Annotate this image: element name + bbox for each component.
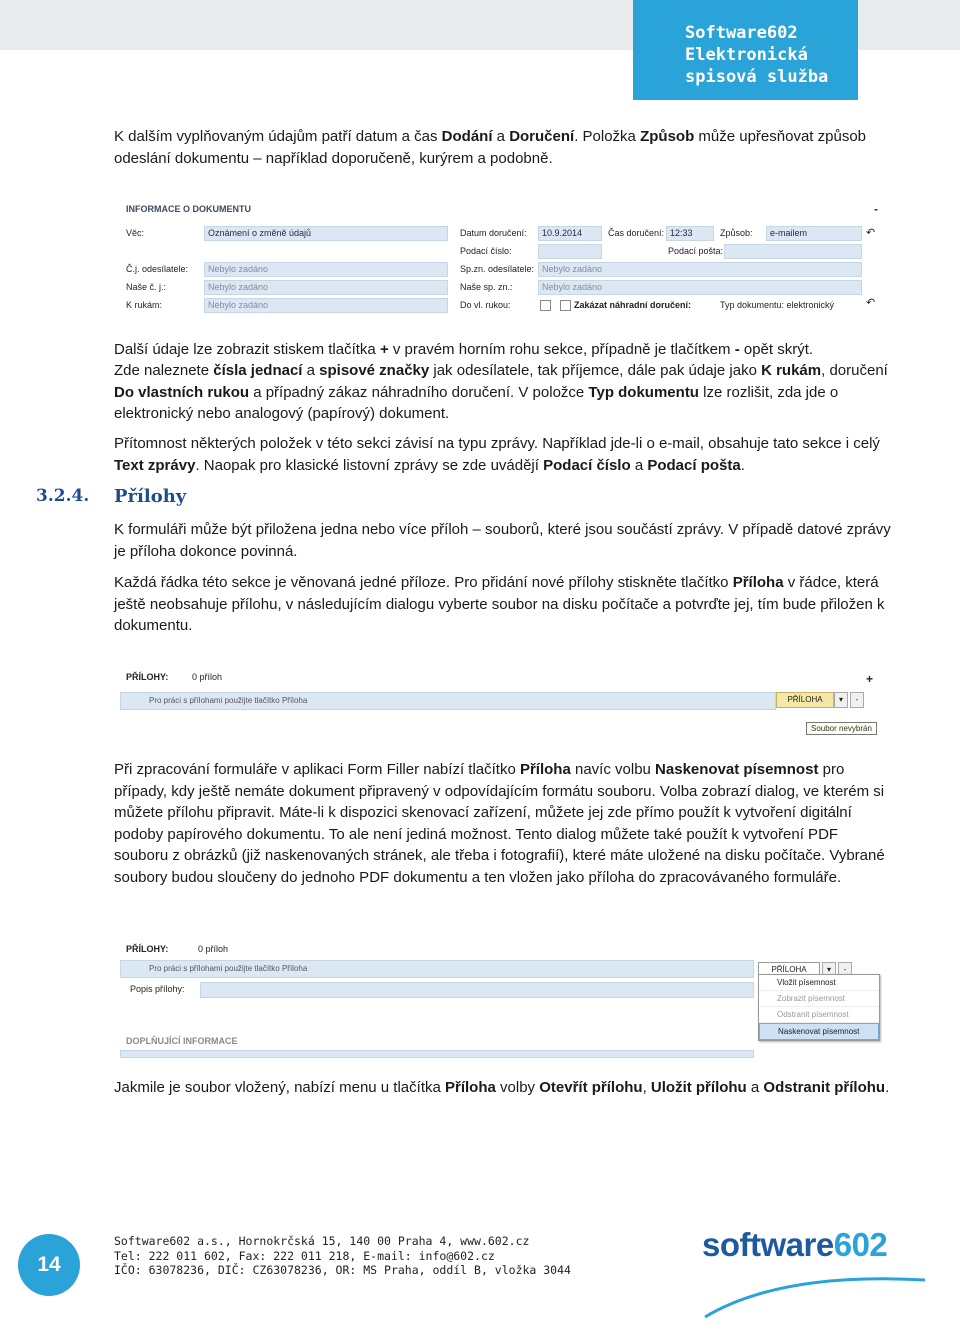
menu-item-scan[interactable]: Naskenovat písemnost xyxy=(759,1023,879,1040)
nase-spzn-field[interactable]: Nebylo zadáno xyxy=(538,280,862,295)
remove-row-button-2[interactable]: - xyxy=(838,962,852,978)
extra-info-row xyxy=(120,1050,754,1058)
vec-field[interactable]: Oznámení o změně údajů xyxy=(204,226,448,241)
attachments-label-2: PŘÍLOHY: xyxy=(126,944,169,954)
spzn-field[interactable]: Nebylo zadáno xyxy=(538,262,862,277)
logo-word: software xyxy=(702,1226,834,1263)
section-heading: INFORMACE O DOKUMENTU xyxy=(126,204,251,214)
menu-item-insert[interactable]: Vložit písemnost xyxy=(759,975,879,991)
menu-item-remove[interactable]: Odstranit písemnost xyxy=(759,1007,879,1023)
paragraph-3: Zde naleznete čísla jednací a spisové značky jak odesílatele, tak příjemce, dále pak údaje jako K rukám, doručení Do vlastních rukou a případný zákaz náhradního doručení. V položce Typ dokumentu lze rozlišit, zda jde o elektronický nebo analogový (papírový) dokument. xyxy=(114,362,888,422)
attachments-count-2: 0 příloh xyxy=(198,944,229,954)
paragraph-8: Jakmile je soubor vložený, nabízí menu u tlačítka Příloha volby Otevřít přílohu, Uložit přílohu a Odstranit přílohu. xyxy=(114,1079,890,1096)
footer-line-1: Software602 a.s., Hornokrčská 15, 140 00 Praha 4, www.602.cz xyxy=(114,1234,530,1248)
zakazat-label: Zakázat náhradní doručení: xyxy=(574,300,692,310)
undo-arrow-icon[interactable]: ↶ xyxy=(866,227,876,239)
minus-icon: - xyxy=(734,341,740,358)
attachment-menu xyxy=(758,974,880,1041)
zakazat-checkbox[interactable] xyxy=(560,300,571,311)
attachment-button-2[interactable]: PŘÍLOHA xyxy=(758,962,820,978)
add-attachment-button[interactable]: + xyxy=(866,672,874,686)
do-vl-label: Do vl. rukou: xyxy=(460,300,511,310)
do-vl-checkbox[interactable] xyxy=(540,300,551,311)
paragraph-2: Další údaje lze zobrazit stiskem tlačítka + v pravém horním rohu sekce, případně je tlačítkem - opět skrýt. xyxy=(114,341,814,358)
cas-label: Čas doručení: xyxy=(608,228,665,238)
podaci-posta-label: Podací pošta: xyxy=(668,246,724,256)
section-title: Přílohy xyxy=(114,486,187,507)
typ-label: Typ dokumentu: elektronický xyxy=(720,300,835,310)
vec-label: Věc: xyxy=(126,228,145,238)
logo-swoosh-icon xyxy=(700,1272,930,1322)
paragraph-5: K formuláři může být přiložena jedna nebo více příloh – souborů, které jsou součástí zprávy. V případě datové zprávy je příloha dokonce povinná. xyxy=(114,521,891,560)
datum-field[interactable]: 10.9.2014 xyxy=(538,226,602,241)
footer-line-2: Tel: 222 011 602, Fax: 222 011 218, E-mail: info@602.cz xyxy=(114,1248,495,1263)
k-rukam-label: K rukám: xyxy=(126,300,163,310)
podaci-cislo-field[interactable] xyxy=(538,244,602,259)
nase-cj-field[interactable]: Nebylo zadáno xyxy=(204,280,448,295)
logo-number: 602 xyxy=(833,1226,888,1263)
company-logo xyxy=(702,1226,887,1264)
attachment-button[interactable]: PŘÍLOHA xyxy=(776,692,834,708)
cas-field[interactable]: 12:33 xyxy=(666,226,714,241)
section-number: 3.2.4. xyxy=(36,486,90,506)
zpusob-field[interactable]: e-mailem xyxy=(766,226,862,241)
scan-menu-screenshot xyxy=(120,938,882,1058)
popis-label: Popis přílohy: xyxy=(130,984,185,994)
spzn-label: Sp.zn. odesílatele: xyxy=(460,264,535,274)
plus-icon: + xyxy=(379,341,389,358)
brand-line-2: Elektronická xyxy=(685,45,808,65)
menu-item-show[interactable]: Zobrazit písemnost xyxy=(759,991,879,1007)
attachment-row: Pro práci s přílohami použijte tlačítko Příloha xyxy=(120,692,776,710)
attachments-screenshot xyxy=(120,664,884,742)
extra-info-heading: DOPLŇUJÍCÍ INFORMACE xyxy=(126,1036,238,1046)
attachment-row-2: Pro práci s přílohami použijte tlačítko Příloha xyxy=(120,960,754,978)
collapse-button[interactable]: - xyxy=(874,202,878,216)
datum-label: Datum doručení: xyxy=(460,228,527,238)
attachments-label: PŘÍLOHY: xyxy=(126,672,169,682)
brand-line-1: Software602 xyxy=(685,23,798,43)
dropdown-arrow-icon-2[interactable]: ▾ xyxy=(822,962,836,978)
remove-row-button[interactable]: - xyxy=(850,692,864,708)
podaci-cislo-label: Podací číslo: xyxy=(460,246,512,256)
k-rukam-field[interactable]: Nebylo zadáno xyxy=(204,298,448,313)
tooltip: Soubor nevybrán xyxy=(806,722,877,735)
undo-arrow-icon-2[interactable]: ↶ xyxy=(866,297,876,309)
paragraph-1: K dalším vyplňovaným údajům patří datum a čas Dodání a Doručení. Položka Způsob může upřesňovat způsob odeslání dokumentu – například doporučeně, kurýrem a podobně. xyxy=(114,128,867,167)
brand-box xyxy=(633,0,858,100)
popis-field[interactable] xyxy=(200,982,754,998)
nase-spzn-label: Naše sp. zn.: xyxy=(460,282,513,292)
paragraph-6: Každá řádka této sekce je věnovaná jedné příloze. Pro přidání nové přílohy stiskněte tlačítko Příloha v řádce, která ještě neobsahuje přílohu, v následujícím dialogu vyberte soubor na disku počítače a potvrďte jej, tím bude přiložen k dokumentu. xyxy=(114,574,885,634)
cj-field[interactable]: Nebylo zadáno xyxy=(204,262,448,277)
footer-contact xyxy=(114,1234,571,1278)
footer-line-3: IČO: 63078236, DIČ: CZ63078236, OR: MS Praha, oddíl B, vložka 3044 xyxy=(114,1263,571,1277)
cj-label: Č.j. odesílatele: xyxy=(126,264,189,274)
brand-line-3: spisová služba xyxy=(685,67,829,87)
zpusob-label: Způsob: xyxy=(720,228,753,238)
dropdown-arrow-icon[interactable]: ▾ xyxy=(834,692,848,708)
document-info-screenshot xyxy=(120,196,884,318)
paragraph-7: Při zpracování formuláře v aplikaci Form Filler nabízí tlačítko Příloha navíc volbu Naskenovat písemnost pro případy, kdy ještě nemáte dokument připravený v odpovídajícím formátu souboru. Volba zobrazí dialog, ve kterém si můžete přílohu připravit. Máte-li k dispozici skenovací zařízení, můžete jej zde přímo použít k vytvoření digitální podoby papírového dokumentu. To ale není jediná možnost. Tento dialog můžete také použít k vytvoření PDF souboru z obrázků (již naskenovaných stránek, ale třeba i fotografií), které máte uložené na disku počítače. Vybrané soubory budou sloučeny do jednoho PDF dokumentu a ten vložen jako příloha do zpracovávaného formuláře. xyxy=(114,761,885,886)
attachments-count: 0 příloh xyxy=(192,672,223,682)
nase-cj-label: Naše č. j.: xyxy=(126,282,167,292)
podaci-posta-field[interactable] xyxy=(724,244,862,259)
page-number: 14 xyxy=(18,1234,80,1296)
paragraph-4: Přítomnost některých položek v této sekci závisí na typu zprávy. Například jde-li o e-mail, obsahuje tato sekce i celý Text zprávy. Naopak pro klasické listovní zprávy se zde uvádějí Podací číslo a Podací pošta. xyxy=(114,435,880,474)
